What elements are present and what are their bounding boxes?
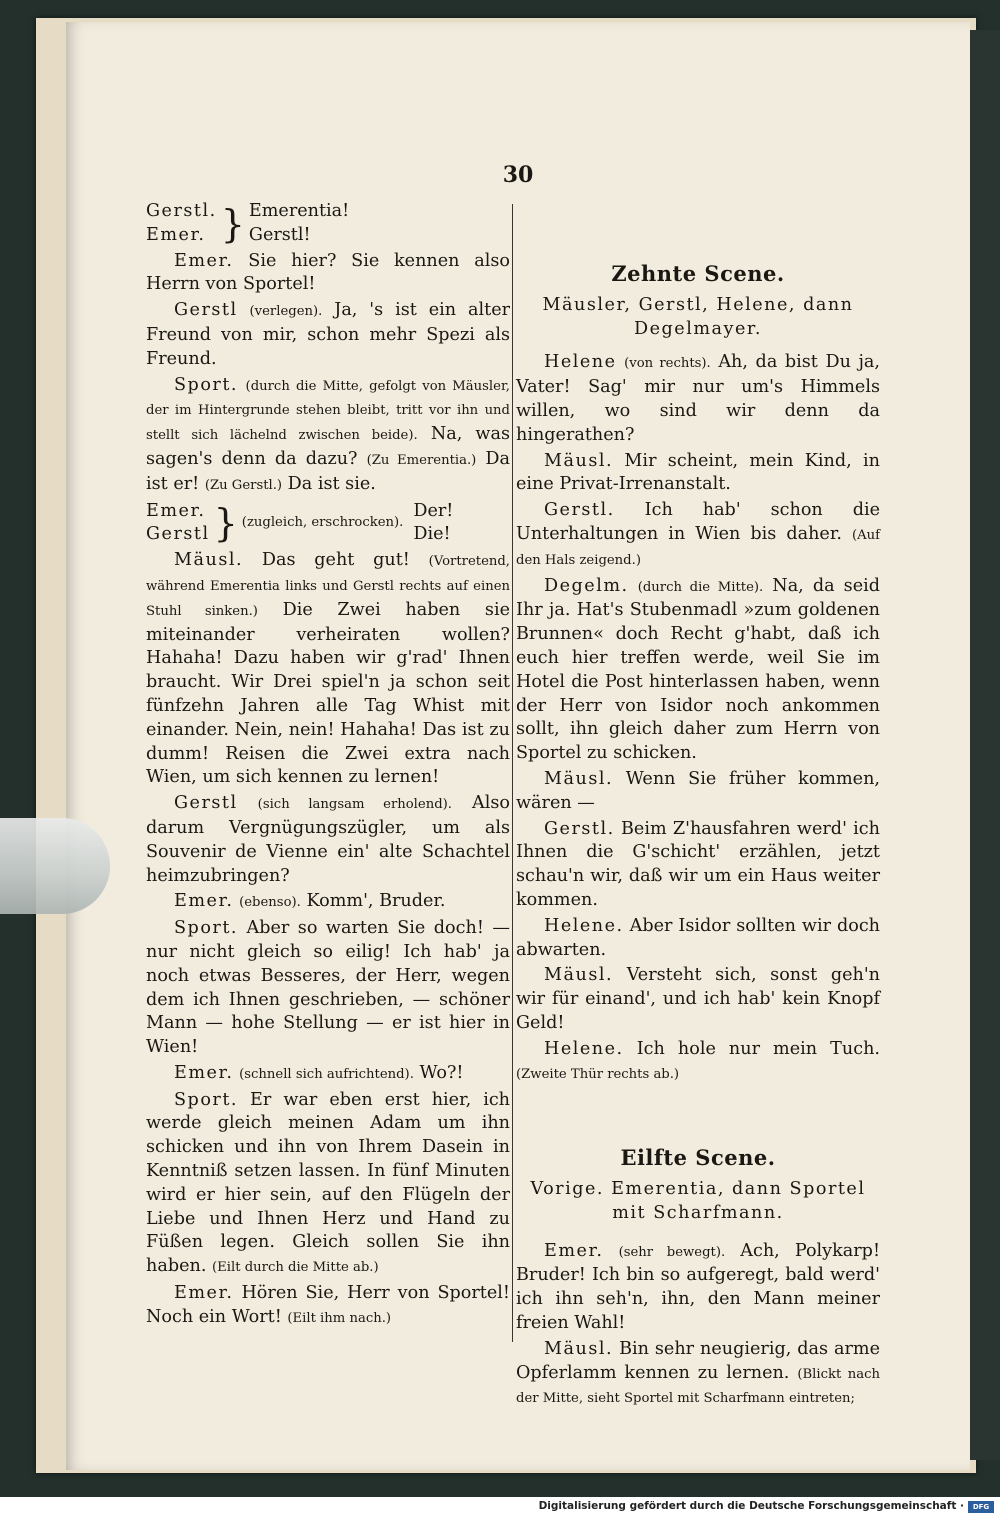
dialogue-text: Wo?! — [419, 1062, 464, 1083]
stage-direction: (sich langsam erholend). — [257, 797, 452, 813]
footer-bar — [0, 1497, 1000, 1517]
left-column — [146, 200, 510, 1333]
speaker-name: Emer. — [146, 224, 206, 245]
speaker-name: Gerstl. — [146, 201, 217, 221]
speaker-pair — [146, 200, 510, 248]
speaker-name: Emer. — [174, 891, 234, 912]
dialogue-line — [146, 250, 510, 298]
speaker-name: Mäusl. — [174, 550, 244, 571]
dialogue-line — [516, 1338, 880, 1411]
dialogue-text: Ich hole nur mein Tuch. — [636, 1038, 881, 1059]
dialogue-text: Er war eben erst hier, ich werde gleich meinen Adam um ihn schicken und ihn von Ihrem Dasein in Kenntniß setzen lassen. In fünf Minuten wird er hier sein, auf den Flügeln der Liebe und Ihnen Herz und Hand zu Füßen legen. Gleich sollen Sie ihn haben. — [146, 1089, 511, 1277]
stage-direction: (von rechts). — [624, 356, 711, 372]
dialogue-line — [146, 549, 510, 790]
speaker-name: Helene. — [544, 1038, 624, 1059]
dialogue-line — [146, 1062, 510, 1087]
speaker-names — [146, 200, 217, 248]
book-page — [66, 22, 970, 1470]
dialogue-line — [516, 818, 880, 913]
right-column — [516, 200, 880, 1413]
speaker-name: Gerstl — [146, 524, 210, 545]
dialogue-line — [146, 917, 510, 1060]
dialogue-line — [516, 450, 880, 498]
column-divider — [512, 204, 513, 1342]
scene-heading: Eilfte Scene. — [620, 1145, 776, 1171]
dialogue-line — [146, 1089, 510, 1280]
speaker-name: Gerstl — [174, 300, 238, 321]
speaker-name: Mäusl. — [544, 450, 614, 471]
scene-cast: Mäusler, Gerstl, Helene, dann Degelmayer. — [542, 294, 854, 339]
dialogue-text: Die Zwei haben sie miteinander verheiraten wollen? Hahaha! Dazu haben wir g'rad' Ihnen braucht. Wir Drei spiel'n ja schon seit fünfzehn Jahren alle Tag Whist mit einander. Nein, nein! Hahaha! Das ist zu dumm! Reisen die Zwei extra nach Wien, um sich kennen zu lernen! — [146, 599, 511, 788]
stage-direction: (Eilt durch die Mitte ab.) — [212, 1260, 379, 1276]
speaker-name: Mäusl. — [544, 965, 614, 986]
dialogue-text: Ach, Polykarp! Bruder! Ich bin so aufgeregt, bald werd' ich ihn seh'n, ihn, den Mann meiner freien Wahl! — [516, 1240, 881, 1334]
stage-direction: (Zu Emerentia.) — [366, 452, 477, 468]
dialogue-text: Da ist sie. — [287, 473, 376, 494]
dialogue-line — [516, 499, 880, 572]
dialogue-text: Bin sehr neugierig, das arme Opferlamm kennen zu lernen. — [516, 1338, 881, 1383]
spoken-line: Gerstl! — [248, 224, 311, 245]
dialogue-line — [516, 351, 880, 447]
speaker-name: Gerstl. — [544, 818, 615, 839]
dialogue-text: Ah, da bist Du ja, Vater! Sag' mir nur um's Himmels willen, wo sind wir denn da hingerathen? — [516, 352, 881, 445]
dialogue-line — [146, 374, 510, 498]
stage-direction: (sehr bewegt). — [618, 1244, 726, 1260]
speaker-name: Helene. — [544, 915, 624, 936]
dialogue-text: Aber Isidor sollten wir doch abwarten. — [516, 915, 881, 960]
speaker-names — [146, 500, 210, 548]
dialogue-line — [516, 768, 880, 816]
dialogue-line — [146, 890, 510, 915]
stage-direction: (Blickt nach der Mitte, sieht Sportel mit Scharfmann eintreten; — [516, 1366, 880, 1407]
speaker-name: Emer. — [146, 500, 206, 521]
spoken-line: Der! — [413, 500, 454, 521]
stage-direction: (ebenso). — [239, 895, 301, 911]
stage-direction: (schnell sich aufrichtend). — [239, 1066, 414, 1082]
stage-direction: (verlegen). — [249, 304, 323, 320]
dialogue-text: Hören Sie, Herr von Sportel! Noch ein Wort! — [146, 1283, 510, 1327]
page-number: 30 — [502, 162, 534, 188]
funding-note: Digitalisierung gefördert durch die Deutsche Forschungsgemeinschaft · — [538, 1500, 964, 1512]
dialogue-text: Aber so warten Sie doch! — nur nicht gleich so eilig! Ich hab' ja noch etwas Besseres, der Herr, wegen dem ich Ihnen geschrieben, — schöner Mann — hohe Stellung — er ist hier in Wien! — [146, 918, 510, 1058]
dialogue-text: Da ist er! — [146, 448, 510, 494]
brace-glyph: } — [220, 201, 245, 246]
dialogue-text: Ja, 's ist ein alter Freund von mir, schon mehr Spezi als Freund. — [146, 300, 511, 369]
speaker-name: Gerstl — [174, 793, 238, 814]
dialogue-text: Das geht gut! — [261, 550, 410, 571]
spoken-lines — [249, 200, 349, 248]
stage-direction: (durch die Mitte). — [637, 579, 764, 595]
speaker-name: Emer. — [544, 1240, 604, 1261]
speaker-name: Mäusl. — [544, 1338, 614, 1359]
dialogue-line — [516, 915, 880, 963]
stage-direction: (Eilt ihm nach.) — [287, 1310, 392, 1326]
dialogue-text: Beim Z'hausfahren werd' ich Ihnen die G'schicht' erzählen, jetzt schau'n wir, daß wir um ein Haus weiter kommen. — [516, 818, 880, 910]
spoken-line: Die! — [413, 524, 451, 545]
scene-heading: Zehnte Scene. — [611, 261, 785, 286]
dialogue-text: Komm', Bruder. — [306, 891, 446, 912]
dialogue-line — [146, 1282, 510, 1331]
speaker-name: Gerstl. — [544, 500, 615, 521]
dialogue-line — [146, 792, 510, 888]
speaker-pair — [146, 500, 510, 548]
dialogue-line — [146, 299, 510, 371]
page-clip-glare — [0, 818, 110, 914]
speaker-name: Emer. — [174, 1283, 234, 1304]
speaker-name: Emer. — [174, 250, 234, 271]
dialogue-line — [516, 1038, 880, 1087]
dialogue-text: Mir scheint, mein Kind, in eine Privat-Irrenanstalt. — [516, 450, 880, 495]
dialogue-text: Na, was sagen's denn da dazu? — [146, 424, 510, 469]
speaker-name: Sport. — [174, 918, 238, 939]
dialogue-text: Sie hier? Sie kennen also Herrn von Sportel! — [146, 250, 511, 295]
stage-direction: (Auf den Hals zeigend.) — [516, 527, 880, 568]
next-page-edge — [966, 30, 1000, 1460]
speaker-name: Mäusl. — [544, 768, 614, 789]
speaker-name: Emer. — [174, 1062, 234, 1083]
spoken-lines — [413, 500, 453, 548]
dialogue-text: Also darum Vergnügungszügler, um als Souvenir de Vienne ein' alte Schachtel heimzubringen? — [146, 793, 511, 886]
dialogue-text: Na, da seid Ihr ja. Hat's Stubenmadl »zum goldenen Brunnen« doch Recht g'habt, daß ich euch hier treffen werde, weil Sie im Hotel die Post hinterlassen haben, wenn der Herr von Isidor noch ankommen sollt, ihn gleich daher zum Herrn von Sportel zu schicken. — [516, 575, 880, 764]
stage-direction: (zugleich, erschrocken). — [241, 515, 404, 531]
dialogue-line — [516, 964, 880, 1035]
spoken-line: Emerentia! — [248, 201, 350, 221]
stage-direction: (durch die Mitte, gefolgt von Mäusler, der im Hintergrunde stehen bleibt, tritt vor ihn und stellt sich lächelnd zwischen beide). — [146, 378, 510, 444]
stage-direction: (Zweite Thür rechts ab.) — [516, 1066, 680, 1082]
stage-direction: (Zu Gerstl.) — [204, 477, 283, 493]
dialogue-line — [516, 1240, 880, 1336]
speaker-name: Helene — [544, 352, 617, 373]
dialogue-text: Versteht sich, sonst geh'n wir für einand', und ich hab' kein Knopf Geld! — [516, 965, 880, 1033]
speaker-name: Sport. — [174, 374, 238, 395]
dialogue-text: Ich hab' schon die Unterhaltungen in Wien bis daher. — [516, 500, 880, 544]
dfg-logo: DFG — [968, 1501, 994, 1513]
speaker-name: Sport. — [174, 1089, 238, 1110]
dialogue-text: Wenn Sie früher kommen, wären — — [516, 768, 880, 813]
brace-glyph: } — [213, 501, 238, 546]
scene-cast: Vorige. Emerentia, dann Sportel mit Scharfmann. — [530, 1179, 866, 1223]
dialogue-line — [516, 575, 880, 766]
stage-direction: (Vortretend, während Emerentia links und Gerstl rechts auf einen Stuhl sinken.) — [146, 554, 510, 619]
speaker-name: Degelm. — [544, 575, 629, 596]
